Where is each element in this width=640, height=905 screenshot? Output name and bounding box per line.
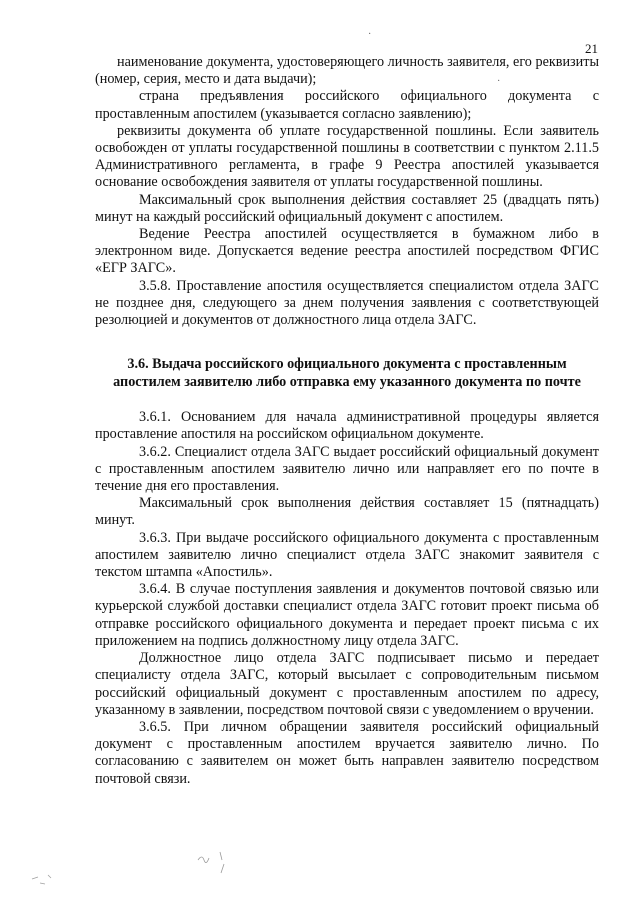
paragraph: Ведение Реестра апостилей осуществляется в бумажном либо в электронном виде. Допускается ведение реестра апостилей посредством ФГИС «ЕГР ЗАГС». (95, 226, 599, 277)
paragraph: 3.6.5. При личном обращении заявителя российский официальный документ с проставленным апостилем вручается заявителю лично. По согласованию с заявителем он может быть направлен заявителю посредством почтовой связи. (95, 718, 599, 787)
paragraph: Должностное лицо отдела ЗАГС подписывает письмо и передает специалисту отдела ЗАГС, который высылает с сопроводительным письмом российский официальный документ с проставленным апостилем по адресу, указанному в заявлении, посредством почтовой связи с уведомлением о вручении. (95, 650, 599, 718)
paragraph: 3.5.8. Проставление апостиля осуществляется специалистом отдела ЗАГС не позднее дня, следующего за днем получения заявления с соответствующей резолюцией и документов от должностного лица отдела ЗАГС. (95, 277, 599, 329)
scan-speck: · (497, 76, 501, 87)
scan-speck: · (368, 29, 372, 40)
paragraph: страна предъявления российского официального документа с проставленным апостилем (указывается согласно заявлению); (95, 88, 599, 122)
paragraph: Максимальный срок выполнения действия составляет 25 (двадцать пять) минут на каждый российский официальный документ с апостилем. (95, 191, 599, 225)
paragraph: 3.6.2. Специалист отдела ЗАГС выдает российский официальный документ с проставленным апостилем заявителю лично или направляет его по почте в течение дня его проставления. (95, 443, 599, 495)
paragraph: Максимальный срок выполнения действия составляет 15 (пятнадцать) минут. (95, 495, 599, 529)
scan-marks (28, 865, 68, 895)
paragraph: 3.6.4. В случае поступления заявления и документов почтовой связью или курьерской службой доставки специалист отдела ЗАГС готовит проект письма об отправке российского официального документа и передает проект письма с их приложением на подпись должностному лицу отдела ЗАГС. (95, 581, 599, 649)
paragraph: реквизиты документа об уплате государственной пошлины. Если заявитель освобожден от уплаты государственной пошлины в соответствии с пунктом 2.11.5 Административного регламента, в графе 9 Реестра апостилей указывается основание освобождения заявителя от уплаты государственной пошлины. (95, 122, 599, 191)
paragraph: наименование документа, удостоверяющего личность заявителя, его реквизиты (номер, серия, место и дата выдачи); (95, 54, 599, 88)
paragraph: 3.6.3. При выдаче российского официального документа с проставленным апостилем заявителю лично специалист отдела ЗАГС знакомит заявителя с текстом штампа «Апостиль». (95, 529, 599, 581)
paragraph: 3.6.1. Основанием для начала административной процедуры является проставление апостиля на российском официальном документе. (95, 409, 599, 443)
section-heading: 3.6. Выдача российского официального документа с проставленным апостилем заявителю либо отправка ему указанного документа по почте (113, 356, 581, 391)
document-body (95, 54, 599, 788)
scan-marks (190, 842, 250, 882)
page-number: 21 (585, 41, 598, 56)
